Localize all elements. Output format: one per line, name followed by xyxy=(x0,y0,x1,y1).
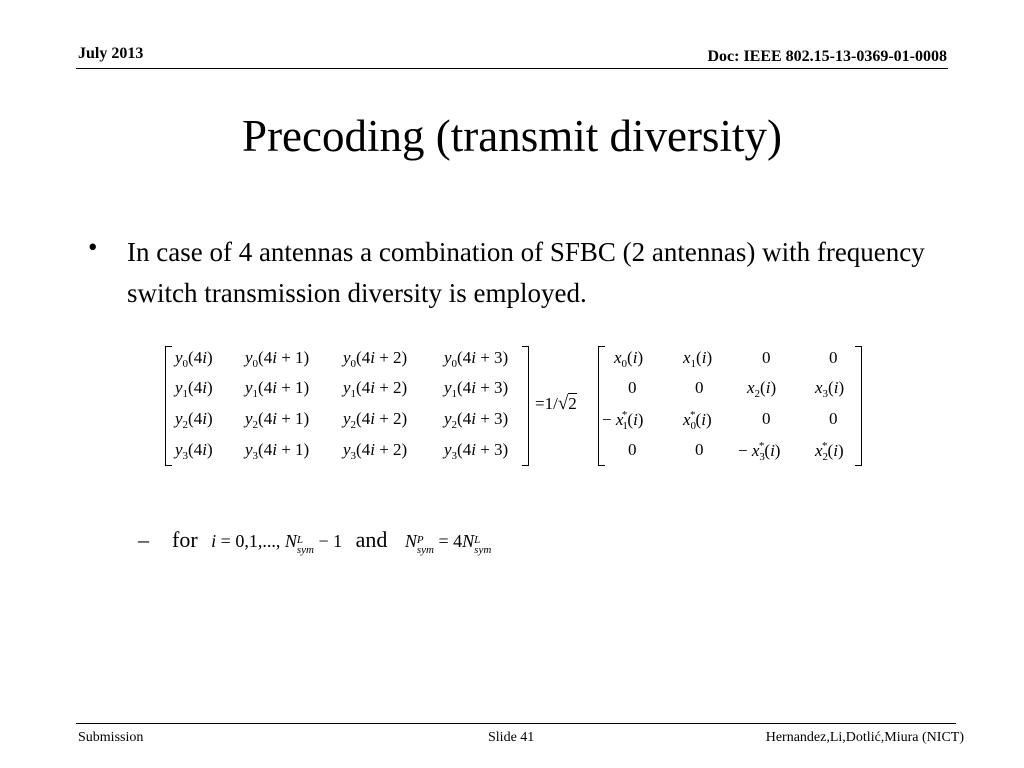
matrix-cell: $y_2(4i + 2)$ xyxy=(343,409,408,431)
matrix-cell: $x_2^*(i)$ xyxy=(815,440,844,463)
matrix-cell: 0 xyxy=(762,409,771,428)
matrix-cell: 0 xyxy=(628,378,637,397)
sub-bullet-condition xyxy=(172,527,491,555)
equation-operator: =1/√2 xyxy=(535,393,577,414)
and-label: and xyxy=(355,527,388,552)
matrix-cell: $y_1(4i + 2)$ xyxy=(343,378,408,400)
matrix-cell: $y_2(4i)$ xyxy=(175,409,213,431)
matrix-cell: 0 xyxy=(695,440,704,459)
matrix-cell: $y_3(4i + 1)$ xyxy=(245,440,310,462)
matrix-cell: 0 xyxy=(829,348,838,367)
matrix-cell: $y_0(4i + 3)$ xyxy=(444,348,509,370)
left-matrix-open-bracket xyxy=(165,346,172,466)
footer-submission: Submission xyxy=(78,730,144,745)
sub-bullet-marker: – xyxy=(138,527,149,552)
matrix-cell: $x_0(i)$ xyxy=(614,348,644,370)
matrix-cell: $y_0(4i)$ xyxy=(175,348,213,370)
index-range-formula: i = 0,1,..., NL sym − 1 xyxy=(211,531,343,556)
header-date: July 2013 xyxy=(78,45,144,62)
matrix-cell: 0 xyxy=(695,378,704,397)
matrix-cell: $y_3(4i)$ xyxy=(175,440,213,462)
matrix-cell: 0 xyxy=(628,440,637,459)
bullet-marker: • xyxy=(88,232,98,262)
matrix-cell: $x_3(i)$ xyxy=(815,378,845,400)
matrix-cell: $y_2(4i + 3)$ xyxy=(444,409,509,431)
matrix-cell: − $x_1^*(i)$ xyxy=(602,409,644,432)
footer-slide-number: Slide 41 xyxy=(488,730,535,745)
slide-title: Precoding (transmit diversity) xyxy=(242,111,782,161)
matrix-cell: $y_1(4i + 3)$ xyxy=(444,378,509,400)
matrix-cell: $x_1(i)$ xyxy=(683,348,713,370)
footer-authors: Hernandez,Li,Dotlić,Miura (NICT) xyxy=(765,730,964,745)
matrix-cell: $x_2(i)$ xyxy=(747,378,777,400)
for-label: for xyxy=(172,527,198,552)
footer-divider xyxy=(76,723,956,724)
right-matrix-open-bracket xyxy=(598,346,605,466)
right-matrix-close-bracket xyxy=(855,346,862,466)
matrix-cell: − $x_3^*(i)$ xyxy=(738,440,781,463)
header-divider xyxy=(76,68,948,69)
matrix-cell: $x_0^*(i)$ xyxy=(683,409,712,432)
matrix-cell: $y_2(4i + 1)$ xyxy=(245,409,310,431)
matrix-cell: $y_0(4i + 2)$ xyxy=(343,348,408,370)
matrix-cell: $y_1(4i + 1)$ xyxy=(245,378,310,400)
matrix-cell: 0 xyxy=(762,348,771,367)
matrix-cell: $y_3(4i + 3)$ xyxy=(444,440,509,462)
matrix-cell: $y_3(4i + 2)$ xyxy=(343,440,408,462)
matrix-cell: $y_0(4i + 1)$ xyxy=(245,348,310,370)
left-matrix-close-bracket xyxy=(522,346,529,466)
matrix-cell: 0 xyxy=(829,409,838,428)
symbol-count-formula: NP sym = 4NL sym xyxy=(404,531,492,556)
header-doc-id: Doc: IEEE 802.15-13-0369-01-0008 xyxy=(707,48,947,65)
bullet-text: In case of 4 antennas a combination of SFBC (2 antennas) with frequency switch transmission diversity is employed. xyxy=(127,237,925,308)
matrix-cell: $y_1(4i)$ xyxy=(175,378,213,400)
